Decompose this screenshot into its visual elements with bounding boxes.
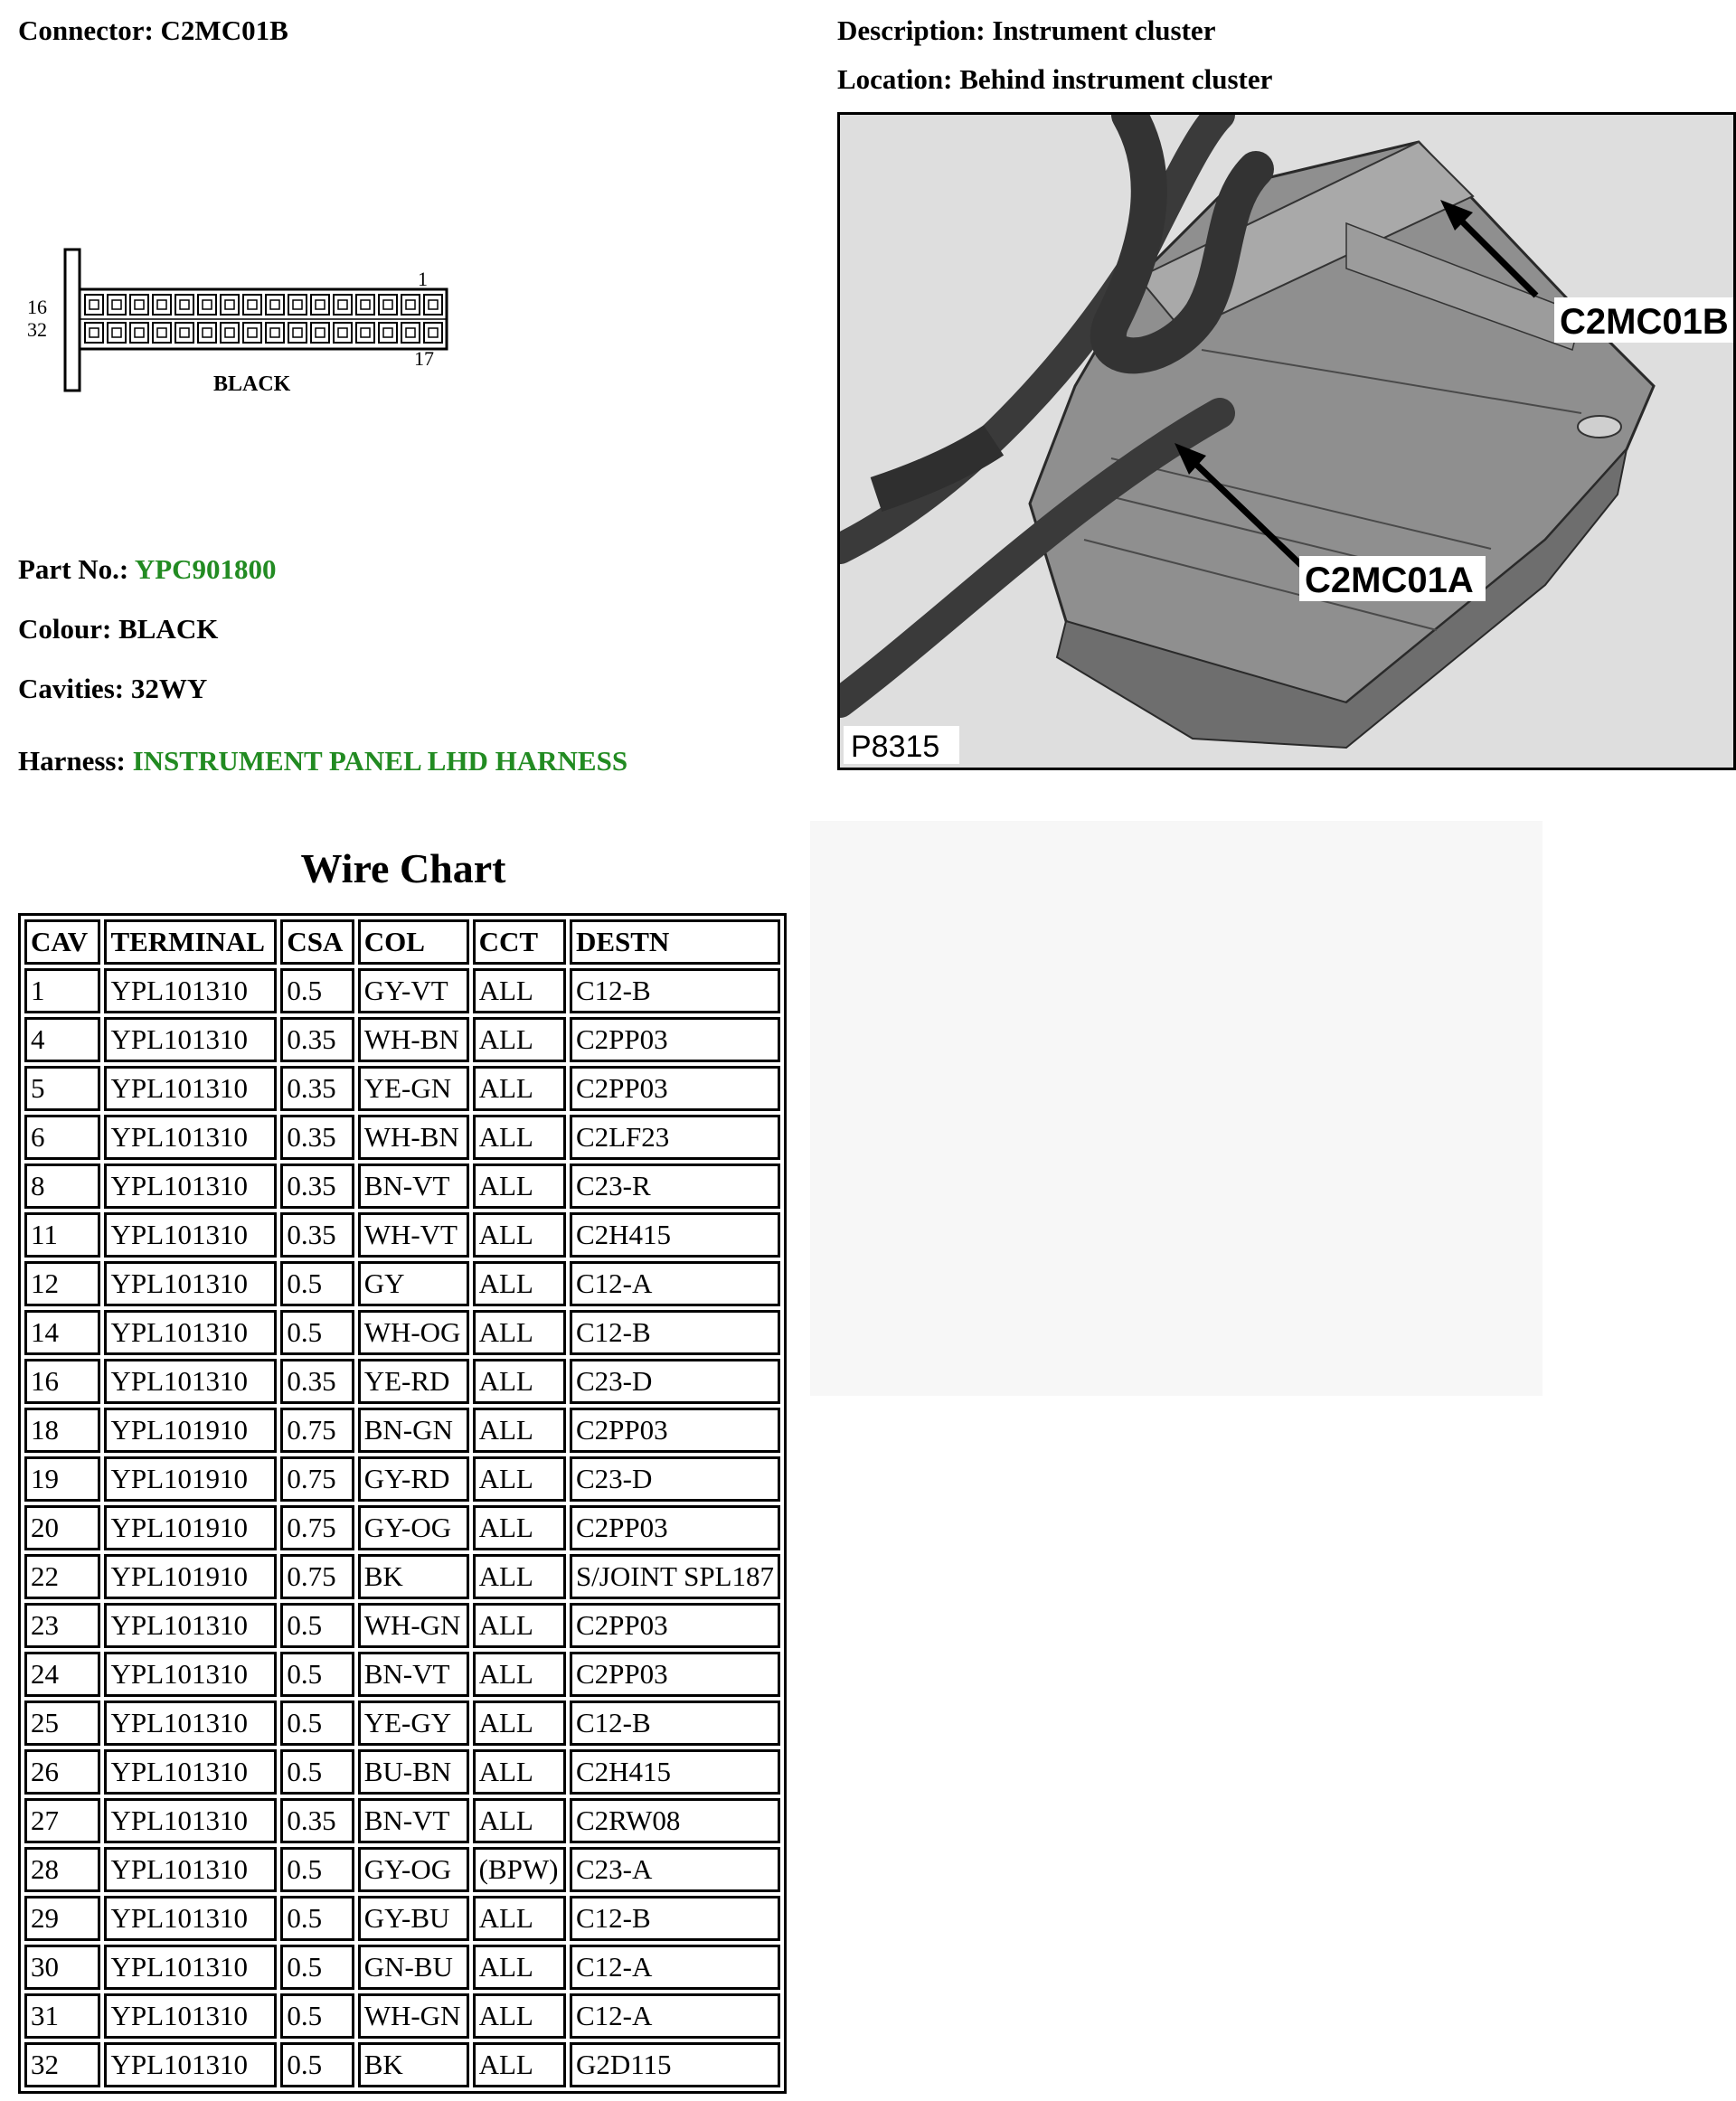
table-row bbox=[24, 1408, 780, 1453]
destn-cell: C2PP03 bbox=[570, 1603, 780, 1648]
cct-cell: (BPW) bbox=[473, 1847, 566, 1892]
csa-cell: 0.5 bbox=[280, 1701, 354, 1746]
table-row bbox=[24, 1798, 780, 1843]
cct-cell: ALL bbox=[473, 1066, 566, 1111]
pin-cavity bbox=[356, 323, 374, 343]
part-number-link[interactable]: YPC901800 bbox=[134, 553, 277, 585]
cav-cell: 12 bbox=[24, 1261, 100, 1306]
header-csa: CSA bbox=[280, 919, 354, 965]
cav-cell: 16 bbox=[24, 1359, 100, 1404]
location-value: Behind instrument cluster bbox=[959, 63, 1273, 95]
cav-cell: 5 bbox=[24, 1066, 100, 1111]
pin-cavity bbox=[130, 295, 148, 315]
destn-cell: C23-A bbox=[570, 1847, 780, 1892]
destn-cell: C12-B bbox=[570, 1701, 780, 1746]
pin-label-17: 17 bbox=[414, 347, 434, 370]
cav-cell: 22 bbox=[24, 1554, 100, 1599]
table-row bbox=[24, 1993, 780, 2039]
wire-chart-table bbox=[18, 913, 787, 2094]
pin-cavity bbox=[379, 295, 397, 315]
table-row bbox=[24, 1017, 780, 1062]
csa-cell: 0.35 bbox=[280, 1212, 354, 1258]
col-cell: BK bbox=[358, 2042, 469, 2087]
header-destn: DESTN bbox=[570, 919, 780, 965]
terminal-cell: YPL101310 bbox=[104, 1115, 277, 1160]
col-cell: GN-BU bbox=[358, 1945, 469, 1990]
cav-cell: 14 bbox=[24, 1310, 100, 1355]
pin-cavity bbox=[243, 295, 261, 315]
table-row bbox=[24, 1945, 780, 1990]
col-cell: GY bbox=[358, 1261, 469, 1306]
table-row bbox=[24, 1652, 780, 1697]
destn-cell: C12-B bbox=[570, 1896, 780, 1941]
csa-cell: 0.5 bbox=[280, 1896, 354, 1941]
terminal-cell: YPL101310 bbox=[104, 1945, 277, 1990]
location-photo bbox=[837, 112, 1736, 770]
col-cell: BN-VT bbox=[358, 1164, 469, 1209]
colour-line bbox=[18, 613, 218, 645]
table-row bbox=[24, 1456, 780, 1502]
col-cell: BN-VT bbox=[358, 1798, 469, 1843]
col-cell: YE-GY bbox=[358, 1701, 469, 1746]
table-row bbox=[24, 1212, 780, 1258]
cct-cell: ALL bbox=[473, 1603, 566, 1648]
table-row bbox=[24, 1310, 780, 1355]
csa-cell: 0.75 bbox=[280, 1456, 354, 1502]
col-cell: YE-GN bbox=[358, 1066, 469, 1111]
cct-cell: ALL bbox=[473, 1749, 566, 1795]
cct-cell: ALL bbox=[473, 1164, 566, 1209]
table-row bbox=[24, 1749, 780, 1795]
pin-cavity bbox=[401, 323, 420, 343]
destn-cell: C2H415 bbox=[570, 1749, 780, 1795]
terminal-cell: YPL101310 bbox=[104, 1212, 277, 1258]
terminal-cell: YPL101910 bbox=[104, 1408, 277, 1453]
cct-cell: ALL bbox=[473, 1554, 566, 1599]
csa-cell: 0.75 bbox=[280, 1554, 354, 1599]
cct-cell: ALL bbox=[473, 1017, 566, 1062]
cct-cell: ALL bbox=[473, 1798, 566, 1843]
description-line bbox=[837, 14, 1215, 47]
col-cell: WH-BN bbox=[358, 1017, 469, 1062]
connector-line bbox=[18, 14, 288, 47]
col-cell: WH-GN bbox=[358, 1993, 469, 2039]
cav-cell: 28 bbox=[24, 1847, 100, 1892]
cav-cell: 20 bbox=[24, 1505, 100, 1550]
harness-line bbox=[18, 745, 627, 777]
cct-cell: ALL bbox=[473, 1261, 566, 1306]
location-line bbox=[837, 63, 1272, 96]
cav-cell: 29 bbox=[24, 1896, 100, 1941]
terminal-cell: YPL101310 bbox=[104, 1017, 277, 1062]
destn-cell: C12-B bbox=[570, 968, 780, 1013]
pin-cavity bbox=[198, 295, 216, 315]
terminal-cell: YPL101310 bbox=[104, 1896, 277, 1941]
terminal-cell: YPL101310 bbox=[104, 1310, 277, 1355]
col-cell: GY-BU bbox=[358, 1896, 469, 1941]
colour-value: BLACK bbox=[118, 613, 219, 645]
table-row bbox=[24, 1554, 780, 1599]
cct-cell: ALL bbox=[473, 1115, 566, 1160]
col-cell: GY-RD bbox=[358, 1456, 469, 1502]
table-row bbox=[24, 1603, 780, 1648]
pin-cavity bbox=[108, 323, 126, 343]
terminal-cell: YPL101310 bbox=[104, 1359, 277, 1404]
destn-cell: C12-A bbox=[570, 1945, 780, 1990]
cav-cell: 30 bbox=[24, 1945, 100, 1990]
destn-cell: S/JOINT SPL187 bbox=[570, 1554, 780, 1599]
pin-cavity bbox=[266, 323, 284, 343]
cavities-label: Cavities: bbox=[18, 673, 125, 704]
location-label: Location: bbox=[837, 63, 953, 95]
cct-cell: ALL bbox=[473, 1456, 566, 1502]
csa-cell: 0.5 bbox=[280, 2042, 354, 2087]
wire-chart-body bbox=[24, 968, 780, 2087]
terminal-cell: YPL101310 bbox=[104, 1066, 277, 1111]
cct-cell: ALL bbox=[473, 1701, 566, 1746]
harness-label: Harness: bbox=[18, 745, 126, 777]
cct-cell: ALL bbox=[473, 1945, 566, 1990]
col-cell: BN-VT bbox=[358, 1652, 469, 1697]
header-cct: CCT bbox=[473, 919, 566, 965]
csa-cell: 0.75 bbox=[280, 1505, 354, 1550]
header-col: COL bbox=[358, 919, 469, 965]
cct-cell: ALL bbox=[473, 968, 566, 1013]
cct-cell: ALL bbox=[473, 1359, 566, 1404]
cavities-line bbox=[18, 673, 207, 705]
pin-cavity bbox=[153, 323, 171, 343]
col-cell: WH-BN bbox=[358, 1115, 469, 1160]
cav-cell: 23 bbox=[24, 1603, 100, 1648]
destn-cell: G2D115 bbox=[570, 2042, 780, 2087]
csa-cell: 0.5 bbox=[280, 1945, 354, 1990]
cav-cell: 31 bbox=[24, 1993, 100, 2039]
part-number-line bbox=[18, 553, 277, 586]
destn-cell: C2PP03 bbox=[570, 1408, 780, 1453]
destn-cell: C2PP03 bbox=[570, 1505, 780, 1550]
cav-cell: 1 bbox=[24, 968, 100, 1013]
destn-cell: C23-D bbox=[570, 1456, 780, 1502]
wire-chart-title: Wire Chart bbox=[300, 845, 506, 891]
pin-cavity bbox=[356, 295, 374, 315]
description-label: Description: bbox=[837, 14, 986, 46]
pin-cavity bbox=[221, 323, 239, 343]
destn-cell: C2PP03 bbox=[570, 1652, 780, 1697]
pin-cavity bbox=[108, 295, 126, 315]
table-row bbox=[24, 1115, 780, 1160]
pin-cavity bbox=[85, 323, 103, 343]
terminal-cell: YPL101910 bbox=[104, 1554, 277, 1599]
destn-cell: C23-R bbox=[570, 1164, 780, 1209]
pin-cavity bbox=[288, 295, 307, 315]
table-row bbox=[24, 1164, 780, 1209]
table-row bbox=[24, 2042, 780, 2087]
csa-cell: 0.5 bbox=[280, 1603, 354, 1648]
col-cell: WH-OG bbox=[358, 1310, 469, 1355]
cavities-value: 32WY bbox=[130, 673, 208, 704]
csa-cell: 0.35 bbox=[280, 1164, 354, 1209]
cav-cell: 26 bbox=[24, 1749, 100, 1795]
colour-label: Colour: bbox=[18, 613, 112, 645]
destn-cell: C12-A bbox=[570, 1993, 780, 2039]
pin-cavity bbox=[130, 323, 148, 343]
terminal-cell: YPL101310 bbox=[104, 1652, 277, 1697]
pin-cavity bbox=[175, 295, 193, 315]
pin-cavity bbox=[379, 323, 397, 343]
destn-cell: C2PP03 bbox=[570, 1017, 780, 1062]
pin-cavity bbox=[311, 295, 329, 315]
cct-cell: ALL bbox=[473, 1993, 566, 2039]
table-row bbox=[24, 1847, 780, 1892]
destn-cell: C2PP03 bbox=[570, 1066, 780, 1111]
csa-cell: 0.5 bbox=[280, 1310, 354, 1355]
pin-cavity bbox=[334, 323, 352, 343]
cav-cell: 18 bbox=[24, 1408, 100, 1453]
destn-cell: C2RW08 bbox=[570, 1798, 780, 1843]
header-terminal: TERMINAL bbox=[104, 919, 277, 965]
pin-cavity bbox=[266, 295, 284, 315]
col-cell: BN-GN bbox=[358, 1408, 469, 1453]
terminal-cell: YPL101310 bbox=[104, 1798, 277, 1843]
destn-cell: C12-A bbox=[570, 1261, 780, 1306]
pin-cavity bbox=[334, 295, 352, 315]
pin-cavity bbox=[85, 295, 103, 315]
csa-cell: 0.35 bbox=[280, 1066, 354, 1111]
pin-label-32: 32 bbox=[27, 318, 47, 341]
col-cell: YE-RD bbox=[358, 1359, 469, 1404]
pin-cavity bbox=[221, 295, 239, 315]
table-row bbox=[24, 968, 780, 1013]
csa-cell: 0.5 bbox=[280, 1261, 354, 1306]
photo-reference: P8315 bbox=[851, 730, 940, 764]
terminal-cell: YPL101310 bbox=[104, 1847, 277, 1892]
csa-cell: 0.5 bbox=[280, 1993, 354, 2039]
destn-cell: C2LF23 bbox=[570, 1115, 780, 1160]
pin-cavity bbox=[401, 295, 420, 315]
table-row bbox=[24, 1261, 780, 1306]
cct-cell: ALL bbox=[473, 1896, 566, 1941]
csa-cell: 0.75 bbox=[280, 1408, 354, 1453]
part-label: Part No.: bbox=[18, 553, 129, 585]
connector-colour-label: BLACK bbox=[213, 372, 291, 396]
cav-cell: 4 bbox=[24, 1017, 100, 1062]
cav-cell: 27 bbox=[24, 1798, 100, 1843]
cct-cell: ALL bbox=[473, 2042, 566, 2087]
csa-cell: 0.35 bbox=[280, 1359, 354, 1404]
csa-cell: 0.5 bbox=[280, 1847, 354, 1892]
table-header-row bbox=[24, 919, 780, 965]
connector-pinout-diagram bbox=[25, 248, 459, 401]
cav-cell: 6 bbox=[24, 1115, 100, 1160]
csa-cell: 0.35 bbox=[280, 1798, 354, 1843]
pin-cavity bbox=[198, 323, 216, 343]
cav-cell: 32 bbox=[24, 2042, 100, 2087]
cct-cell: ALL bbox=[473, 1408, 566, 1453]
destn-cell: C2H415 bbox=[570, 1212, 780, 1258]
connector-value: C2MC01B bbox=[160, 14, 288, 46]
csa-cell: 0.5 bbox=[280, 1749, 354, 1795]
csa-cell: 0.35 bbox=[280, 1115, 354, 1160]
cav-cell: 8 bbox=[24, 1164, 100, 1209]
terminal-cell: YPL101310 bbox=[104, 1603, 277, 1648]
callout-c2mc01b: C2MC01B bbox=[1560, 302, 1729, 342]
terminal-cell: YPL101310 bbox=[104, 1164, 277, 1209]
csa-cell: 0.35 bbox=[280, 1017, 354, 1062]
table-row bbox=[24, 1896, 780, 1941]
terminal-cell: YPL101910 bbox=[104, 1456, 277, 1502]
table-row bbox=[24, 1066, 780, 1111]
terminal-cell: YPL101310 bbox=[104, 1993, 277, 2039]
pin-label-16: 16 bbox=[27, 296, 47, 318]
terminal-cell: YPL101310 bbox=[104, 968, 277, 1013]
table-row bbox=[24, 1701, 780, 1746]
col-cell: GY-OG bbox=[358, 1847, 469, 1892]
terminal-cell: YPL101310 bbox=[104, 2042, 277, 2087]
cct-cell: ALL bbox=[473, 1505, 566, 1550]
table-row bbox=[24, 1359, 780, 1404]
destn-cell: C12-B bbox=[570, 1310, 780, 1355]
callout-c2mc01a: C2MC01A bbox=[1305, 561, 1474, 600]
cct-cell: ALL bbox=[473, 1212, 566, 1258]
pin-cavity bbox=[288, 323, 307, 343]
csa-cell: 0.5 bbox=[280, 968, 354, 1013]
col-cell: WH-GN bbox=[358, 1603, 469, 1648]
pin-cavity bbox=[175, 323, 193, 343]
terminal-cell: YPL101310 bbox=[104, 1749, 277, 1795]
cav-cell: 11 bbox=[24, 1212, 100, 1258]
description-value: Instrument cluster bbox=[992, 14, 1216, 46]
empty-panel bbox=[810, 821, 1543, 1396]
cav-cell: 19 bbox=[24, 1456, 100, 1502]
terminal-cell: YPL101310 bbox=[104, 1261, 277, 1306]
csa-cell: 0.5 bbox=[280, 1652, 354, 1697]
destn-cell: C23-D bbox=[570, 1359, 780, 1404]
col-cell: BK bbox=[358, 1554, 469, 1599]
col-cell: WH-VT bbox=[358, 1212, 469, 1258]
col-cell: GY-VT bbox=[358, 968, 469, 1013]
pin-cavity bbox=[311, 323, 329, 343]
header-cav: CAV bbox=[24, 919, 100, 965]
pin-label-1: 1 bbox=[418, 268, 428, 290]
connector-label: Connector: bbox=[18, 14, 154, 46]
cav-cell: 25 bbox=[24, 1701, 100, 1746]
table-row bbox=[24, 1505, 780, 1550]
cav-cell: 24 bbox=[24, 1652, 100, 1697]
terminal-cell: YPL101910 bbox=[104, 1505, 277, 1550]
pin-cavity bbox=[424, 323, 442, 343]
pin-cavity bbox=[153, 295, 171, 315]
harness-link[interactable]: INSTRUMENT PANEL LHD HARNESS bbox=[132, 745, 628, 777]
pin-cavity bbox=[243, 323, 261, 343]
terminal-cell: YPL101310 bbox=[104, 1701, 277, 1746]
col-cell: BU-BN bbox=[358, 1749, 469, 1795]
cct-cell: ALL bbox=[473, 1310, 566, 1355]
col-cell: GY-OG bbox=[358, 1505, 469, 1550]
pin-cavity bbox=[424, 295, 442, 315]
cct-cell: ALL bbox=[473, 1652, 566, 1697]
